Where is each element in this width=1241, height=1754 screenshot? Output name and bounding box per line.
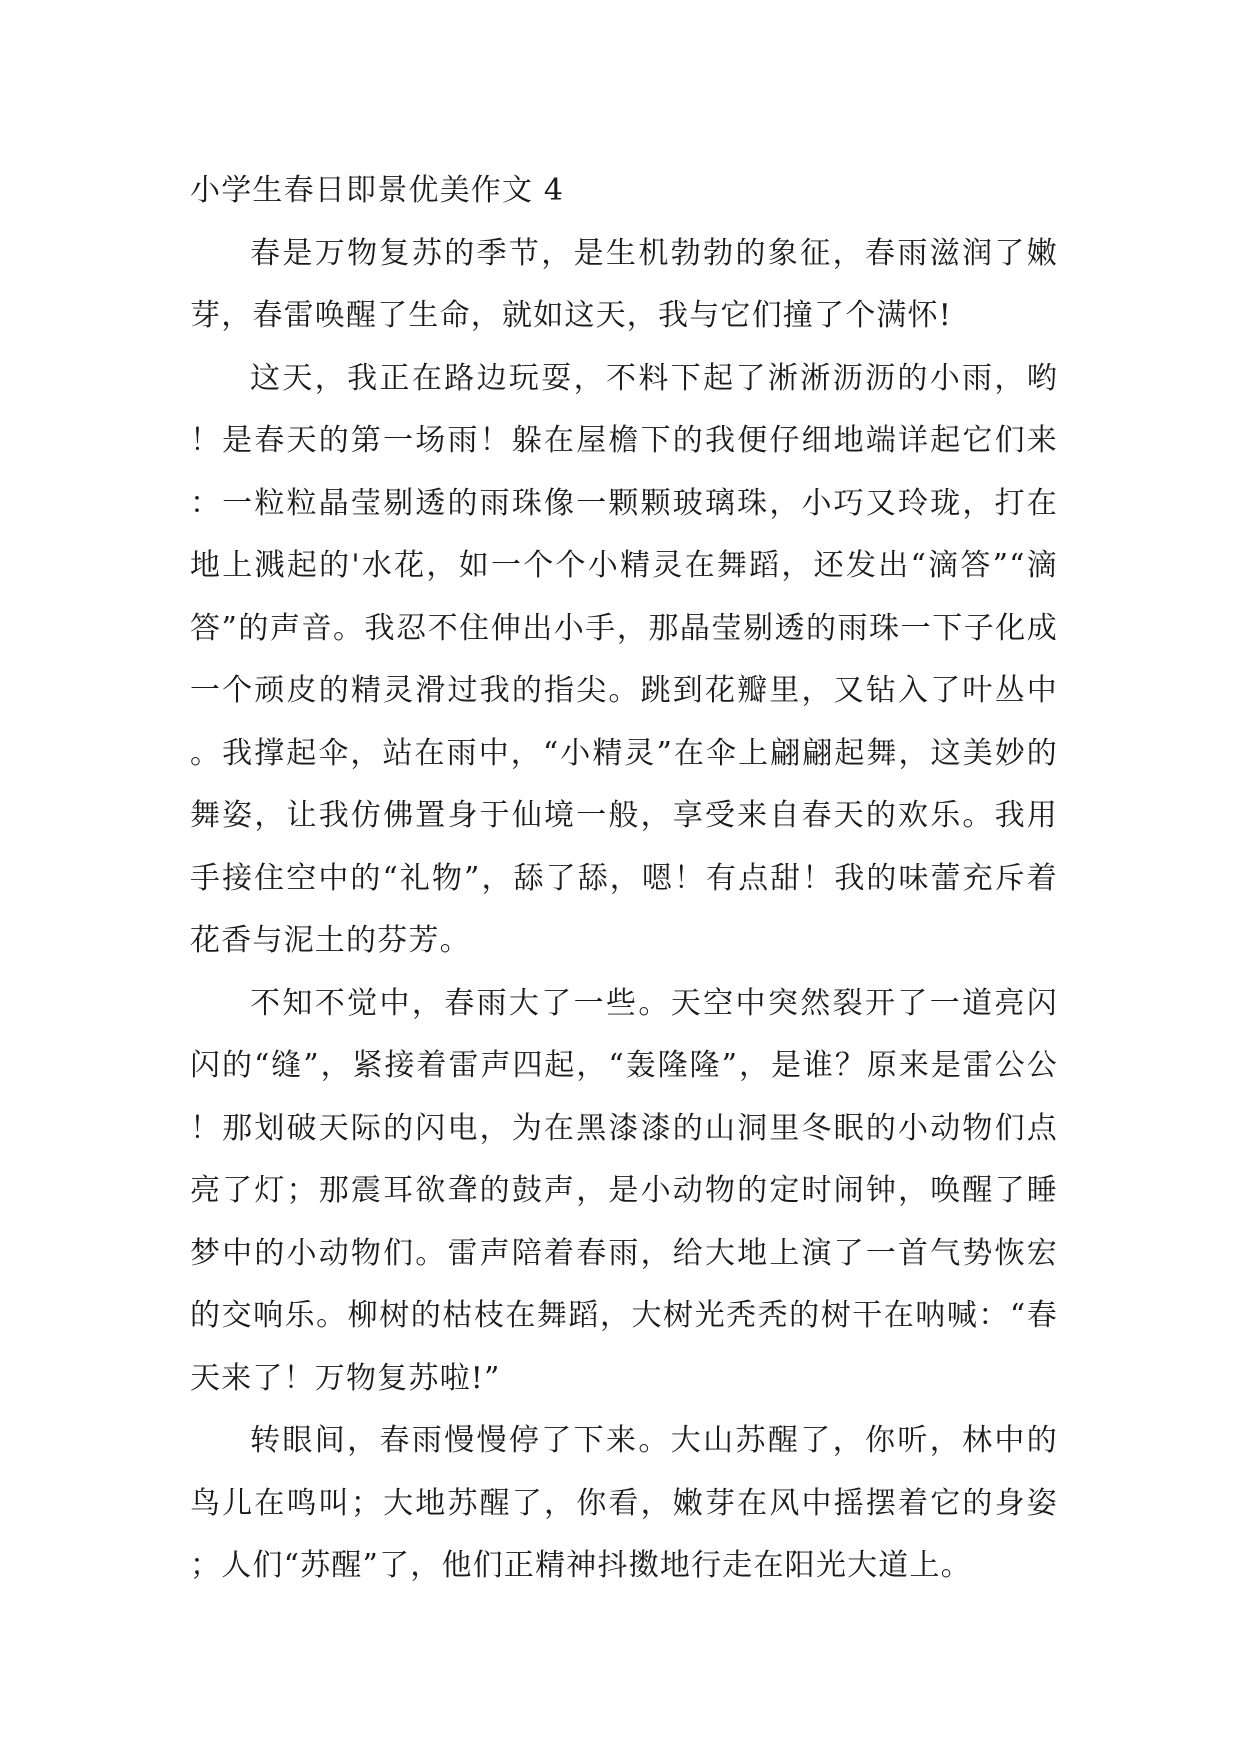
paragraph-4: 转眼间，春雨慢慢停了下来。大山苏醒了，你听，林中的鸟儿在鸣叫；大地苏醒了，你看，嫩芽在风中摇摆着它的身姿；人们“苏醒”了，他们正精神抖擞地行走在阳光大道上。 (190, 1423, 1058, 1583)
paragraph-2: 这天，我正在路边玩耍，不料下起了淅淅沥沥的小雨，哟！是春天的第一场雨！躲在屋檐下的我便仔细地端详起它们来：一粒粒晶莹剔透的雨珠像一颗颗玻璃珠，小巧又玲珑，打在地上溅起的'水花，如一个个小精灵在舞蹈，还发出“滴答”“滴答”的声音。我忍不住伸出小手，那晶莹剔透的雨珠一下子化成一个顽皮的精灵滑过我的指尖。跳到花瓣里，又钻入了叶丛中。我撑起伞，站在雨中，“小精灵”在伞上翩翩起舞，这美妙的舞姿，让我仿佛置身于仙境一般，享受来自春天的欢乐。我用手接住空中的“礼物”，舔了舔，嗯！有点甜！我的味蕾充斥着花香与泥土的芬芳。 (190, 360, 1058, 958)
paragraph-1: 春是万物复苏的季节，是生机勃勃的象征，春雨滋润了嫩芽，春雷唤醒了生命，就如这天，我与它们撞了个满怀! (190, 235, 1058, 333)
paragraph-3: 不知不觉中，春雨大了一些。天空中突然裂开了一道亮闪闪的“缝”，紧接着雷声四起，“轰隆隆”，是谁？原来是雷公公！那划破天际的闪电，为在黑漆漆的山洞里冬眠的小动物们点亮了灯；那震耳欲聋的鼓声，是小动物的定时闹钟，唤醒了睡梦中的小动物们。雷声陪着春雨，给大地上演了一首气势恢宏的交响乐。柳树的枯枝在舞蹈，大树光秃秃的树干在呐喊：“春天来了！万物复苏啦!” (190, 985, 1058, 1396)
document-body (190, 160, 1058, 1598)
document-title: 小学生春日即景优美作文 4 (190, 173, 565, 208)
